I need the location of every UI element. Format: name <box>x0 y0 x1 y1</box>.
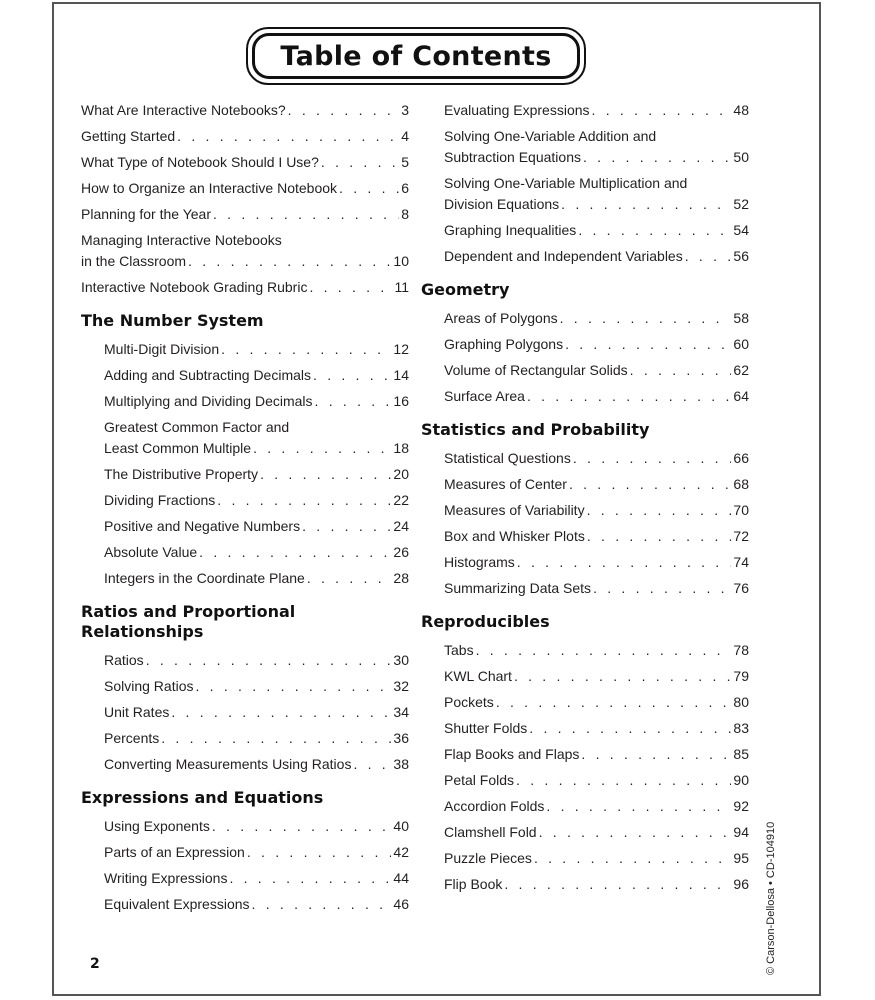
dot-leader <box>476 640 732 660</box>
toc-entry <box>444 100 749 121</box>
dot-leader <box>587 500 732 520</box>
toc-entry <box>444 173 749 215</box>
toc-entry <box>444 448 749 469</box>
section-heading: Expressions and Equations <box>81 788 324 807</box>
dot-leader <box>529 718 731 738</box>
toc-entry <box>444 334 749 355</box>
toc-entry <box>444 220 749 241</box>
dot-leader <box>581 744 731 764</box>
toc-entry <box>104 391 409 412</box>
toc-entry-title: Tabs <box>444 642 474 658</box>
toc-entry <box>81 204 409 225</box>
toc-entry <box>444 640 749 661</box>
toc-entry-page: 92 <box>733 798 749 814</box>
toc-entry-page: 76 <box>733 580 749 596</box>
dot-leader <box>339 178 399 198</box>
section-heading: Statistics and Probability <box>421 420 650 439</box>
toc-entry-title: What Type of Notebook Should I Use? <box>81 154 319 170</box>
toc-entry-title: Multi-Digit Division <box>104 341 220 357</box>
toc-entry-page: 50 <box>733 149 749 165</box>
dot-leader <box>593 578 731 598</box>
toc-entry-title: Accordion Folds <box>444 798 545 814</box>
toc-entry-title: Solving Ratios <box>104 678 194 694</box>
dot-leader <box>213 204 399 224</box>
dot-leader <box>188 251 391 271</box>
toc-entry-title: Getting Started <box>81 128 176 144</box>
toc-entry-page: 66 <box>733 450 749 466</box>
dot-leader <box>685 246 732 266</box>
page-number: 2 <box>90 956 100 972</box>
toc-entry <box>104 728 409 749</box>
toc-entry-page: 6 <box>401 180 409 196</box>
toc-entry <box>104 339 409 360</box>
dot-leader <box>252 894 392 914</box>
dot-leader <box>561 194 731 214</box>
toc-entry <box>444 526 749 547</box>
toc-entry-page: 72 <box>733 528 749 544</box>
toc-entry <box>104 568 409 589</box>
toc-entry-title: Adding and Subtracting Decimals <box>104 367 312 383</box>
toc-entry <box>104 868 409 889</box>
toc-entry-page: 79 <box>733 668 749 684</box>
toc-entry <box>444 796 749 817</box>
section-heading: Ratios and Proportional <box>81 602 296 621</box>
toc-entry-title: Multiplying and Dividing Decimals <box>104 393 313 409</box>
title-banner <box>246 27 586 85</box>
toc-entry-title: Solving One-Variable Multiplication and <box>444 175 688 191</box>
toc-entry-page: 96 <box>733 876 749 892</box>
toc-entry-page: 95 <box>733 850 749 866</box>
dot-leader <box>504 874 731 894</box>
toc-entry-title: Petal Folds <box>444 772 515 788</box>
toc-entry-title: Graphing Inequalities <box>444 222 577 238</box>
copyright-notice: © Carson-Dellosa • CD-104910 <box>765 821 777 975</box>
dot-leader <box>315 391 392 411</box>
section-heading: Reproducibles <box>421 612 550 631</box>
toc-entry-page: 30 <box>393 652 409 668</box>
dot-leader <box>560 308 732 328</box>
toc-entry-title: Dividing Fractions <box>104 492 216 508</box>
dot-leader <box>578 220 731 240</box>
toc-entry-title: Absolute Value <box>104 544 198 560</box>
toc-entry-page: 78 <box>733 642 749 658</box>
toc-entry-title: Measures of Center <box>444 476 567 492</box>
toc-entry-title: Subtraction Equations <box>444 149 581 165</box>
toc-entry-page: 52 <box>733 196 749 212</box>
toc-entry <box>104 702 409 723</box>
toc-entry-page: 44 <box>393 870 409 886</box>
toc-entry-title: Planning for the Year <box>81 206 211 222</box>
toc-entry-title: Areas of Polygons <box>444 310 558 326</box>
toc-entry-page: 36 <box>393 730 409 746</box>
toc-entry-title: in the Classroom <box>81 253 187 269</box>
dot-leader <box>171 702 391 722</box>
toc-entry-page: 62 <box>733 362 749 378</box>
toc-entry-title: How to Organize an Interactive Notebook <box>81 180 338 196</box>
toc-entry-title: Division Equations <box>444 196 560 212</box>
toc-entry-title: Using Exponents <box>104 818 210 834</box>
dot-leader <box>517 552 732 572</box>
dot-leader <box>260 464 391 484</box>
dot-leader <box>247 842 392 862</box>
dot-leader <box>321 152 399 172</box>
toc-entry-page: 60 <box>733 336 749 352</box>
toc-entry-page: 28 <box>393 570 409 586</box>
toc-entry-page: 90 <box>733 772 749 788</box>
section-heading: Relationships <box>81 622 204 641</box>
toc-entry <box>104 516 409 537</box>
toc-entry <box>104 464 409 485</box>
toc-entry-page: 83 <box>733 720 749 736</box>
toc-entry <box>104 816 409 837</box>
toc-entry <box>444 578 749 599</box>
toc-entry-title: Summarizing Data Sets <box>444 580 592 596</box>
dot-leader <box>161 728 391 748</box>
toc-entry-page: 12 <box>393 341 409 357</box>
toc-entry-page: 56 <box>733 248 749 264</box>
toc-entry-title: Flip Book <box>444 876 503 892</box>
toc-entry <box>444 692 749 713</box>
dot-leader <box>534 848 731 868</box>
toc-entry-title: Converting Measurements Using Ratios <box>104 756 352 772</box>
toc-entry-page: 3 <box>401 102 409 118</box>
toc-entry-title: Volume of Rectangular Solids <box>444 362 628 378</box>
toc-entry-title: Ratios <box>104 652 144 668</box>
toc-entry-title: Unit Rates <box>104 704 170 720</box>
toc-entry-title: Measures of Variability <box>444 502 585 518</box>
dot-leader <box>592 100 732 120</box>
toc-entry-title: Shutter Folds <box>444 720 528 736</box>
toc-entry-title: Equivalent Expressions <box>104 896 250 912</box>
toc-entry-title: Box and Whisker Plots <box>444 528 585 544</box>
toc-entry-page: 54 <box>733 222 749 238</box>
dot-leader <box>546 796 731 816</box>
toc-entry-page: 11 <box>394 279 409 295</box>
toc-entry <box>104 754 409 775</box>
toc-entry <box>104 490 409 511</box>
dot-leader <box>212 816 392 836</box>
dot-leader <box>309 277 392 297</box>
toc-entry-page: 40 <box>393 818 409 834</box>
toc-entry <box>444 308 749 329</box>
dot-leader <box>196 676 392 696</box>
toc-entry-title: Puzzle Pieces <box>444 850 532 866</box>
toc-entry-title: Solving One-Variable Addition and <box>444 128 657 144</box>
toc-entry-title: Managing Interactive Notebooks <box>81 232 282 248</box>
toc-entry-page: 4 <box>401 128 409 144</box>
dot-leader <box>253 438 391 458</box>
toc-entry-page: 8 <box>401 206 409 222</box>
dot-leader <box>573 448 732 468</box>
toc-entry-title: Least Common Multiple <box>104 440 252 456</box>
dot-leader <box>496 692 732 712</box>
dot-leader <box>587 526 732 546</box>
toc-entry-title: Interactive Notebook Grading Rubric <box>81 279 308 295</box>
toc-entry <box>81 126 409 147</box>
toc-entry-page: 85 <box>733 746 749 762</box>
toc-entry-page: 46 <box>393 896 409 912</box>
toc-entry-page: 70 <box>733 502 749 518</box>
dot-leader <box>539 822 732 842</box>
toc-entry-page: 10 <box>393 253 409 269</box>
toc-entry <box>444 474 749 495</box>
toc-entry-page: 14 <box>393 367 409 383</box>
dot-leader <box>313 365 391 385</box>
toc-entry-title: Evaluating Expressions <box>444 102 590 118</box>
toc-entry <box>104 542 409 563</box>
toc-entry <box>444 848 749 869</box>
toc-entry-title: Dependent and Independent Variables <box>444 248 683 264</box>
dot-leader <box>217 490 391 510</box>
dot-leader <box>307 568 392 588</box>
toc-entry <box>81 100 409 121</box>
toc-entry <box>444 246 749 267</box>
toc-entry-title: What Are Interactive Notebooks? <box>81 102 286 118</box>
toc-entry <box>444 500 749 521</box>
toc-entry-page: 42 <box>393 844 409 860</box>
toc-entry-title: Parts of an Expression <box>104 844 245 860</box>
dot-leader <box>177 126 399 146</box>
toc-entry-title: Surface Area <box>444 388 525 404</box>
toc-entry <box>81 277 409 298</box>
toc-entry-title: Integers in the Coordinate Plane <box>104 570 305 586</box>
toc-entry-page: 94 <box>733 824 749 840</box>
toc-entry-title: Writing Expressions <box>104 870 228 886</box>
toc-entry <box>104 842 409 863</box>
toc-entry <box>444 718 749 739</box>
toc-entry-title: Pockets <box>444 694 494 710</box>
toc-entry-page: 34 <box>393 704 409 720</box>
toc-entry-page: 24 <box>393 518 409 534</box>
section-heading: The Number System <box>81 311 264 330</box>
toc-entry-page: 22 <box>393 492 409 508</box>
toc-entry <box>444 386 749 407</box>
toc-entry-title: Percents <box>104 730 160 746</box>
dot-leader <box>516 770 731 790</box>
toc-entry <box>444 360 749 381</box>
toc-entry-title: The Distributive Property <box>104 466 259 482</box>
toc-entry-title: Clamshell Fold <box>444 824 537 840</box>
toc-entry-page: 32 <box>393 678 409 694</box>
toc-entry-page: 80 <box>733 694 749 710</box>
toc-entry-title: Positive and Negative Numbers <box>104 518 301 534</box>
toc-entry-page: 74 <box>733 554 749 570</box>
dot-leader <box>514 666 731 686</box>
toc-entry-title: Flap Books and Flaps <box>444 746 580 762</box>
toc-entry <box>81 152 409 173</box>
toc-entry-page: 18 <box>393 440 409 456</box>
toc-entry <box>444 822 749 843</box>
section-heading: Geometry <box>421 280 510 299</box>
dot-leader <box>565 334 731 354</box>
dot-leader <box>583 147 731 167</box>
dot-leader <box>146 650 392 670</box>
dot-leader <box>630 360 732 380</box>
toc-entry <box>81 230 409 272</box>
toc-entry <box>81 178 409 199</box>
dot-leader <box>221 339 391 359</box>
toc-entry-title: Graphing Polygons <box>444 336 564 352</box>
toc-entry-page: 68 <box>733 476 749 492</box>
dot-leader <box>353 754 391 774</box>
toc-entry <box>444 874 749 895</box>
toc-entry-page: 26 <box>393 544 409 560</box>
page-title: Table of Contents <box>280 40 552 72</box>
toc-entry-page: 20 <box>393 466 409 482</box>
toc-entry <box>104 365 409 386</box>
toc-entry <box>444 770 749 791</box>
toc-entry-page: 64 <box>733 388 749 404</box>
toc-entry-title: KWL Chart <box>444 668 512 684</box>
dot-leader <box>302 516 391 536</box>
toc-entry-page: 16 <box>393 393 409 409</box>
toc-entry <box>104 417 409 459</box>
dot-leader <box>527 386 731 406</box>
toc-entry <box>444 744 749 765</box>
title-banner-inner <box>252 33 580 79</box>
toc-entry-title: Statistical Questions <box>444 450 571 466</box>
toc-entry-page: 38 <box>393 756 409 772</box>
toc-entry <box>444 552 749 573</box>
toc-entry <box>104 894 409 915</box>
toc-entry-title: Histograms <box>444 554 515 570</box>
toc-entry <box>444 126 749 168</box>
dot-leader <box>199 542 391 562</box>
dot-leader <box>288 100 400 120</box>
toc-entry-title: Greatest Common Factor and <box>104 419 290 435</box>
toc-entry-page: 58 <box>733 310 749 326</box>
toc-entry <box>104 650 409 671</box>
dot-leader <box>229 868 391 888</box>
toc-entry <box>444 666 749 687</box>
toc-entry-page: 5 <box>401 154 409 170</box>
toc-entry <box>104 676 409 697</box>
toc-entry-page: 48 <box>733 102 749 118</box>
dot-leader <box>569 474 731 494</box>
